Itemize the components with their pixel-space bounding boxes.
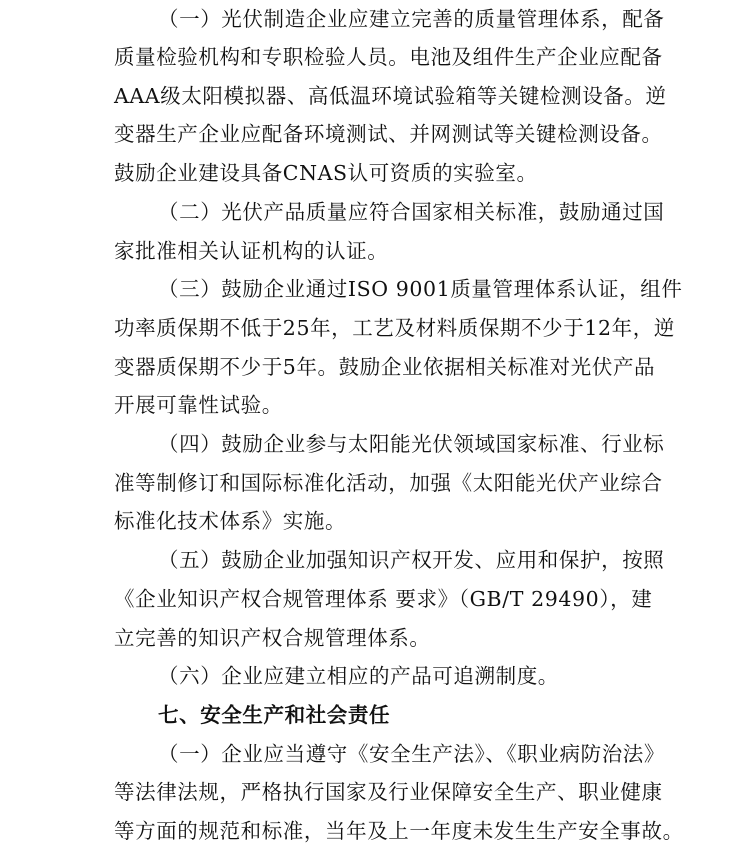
paragraph-safety-production-line: 等方面的规范和标准，当年及上一年度未发生生产安全事故。 — [114, 819, 684, 843]
paragraph-quality-system-line: 鼓励企业建设具备CNAS认可资质的实验室。 — [114, 161, 538, 185]
paragraph-iso-warranty-line: （三）鼓励企业通过ISO 9001质量管理体系认证，组件 — [158, 277, 683, 301]
paragraph-safety-production-line: （一）企业应当遵守《安全生产法》、《职业病防治法》 — [158, 742, 665, 766]
paragraph-product-standards-line: （二）光伏产品质量应符合国家相关标准，鼓励通过国 — [158, 200, 665, 224]
paragraph-standardization-line: 标准化技术体系》实施。 — [114, 509, 347, 533]
paragraph-traceability-line: （六）企业应建立相应的产品可追溯制度。 — [158, 664, 559, 688]
paragraph-iso-warranty-line: 功率质保期不低于25年，工艺及材料质保期不少于12年，逆 — [114, 316, 675, 340]
paragraph-quality-system-line: AAA级太阳模拟器、高低温环境试验箱等关键检测设备。逆 — [114, 84, 667, 108]
paragraph-iso-warranty-line: 变器质保期不少于5年。鼓励企业依据相关标准对光伏产品 — [114, 355, 656, 379]
paragraph-ip-management-line: 立完善的知识产权合规管理体系。 — [114, 626, 431, 650]
paragraph-standardization-line: （四）鼓励企业参与太阳能光伏领域国家标准、行业标 — [158, 432, 665, 456]
paragraph-product-standards-line: 家批准相关认证机构的认证。 — [114, 239, 389, 263]
section-heading: 七、安全生产和社会责任 — [158, 703, 391, 727]
paragraph-safety-production-line: 等法律法规，严格执行国家及行业保障安全生产、职业健康 — [114, 780, 663, 804]
paragraph-standardization-line: 准等制修订和国际标准化活动，加强《太阳能光伏产业综合 — [114, 471, 663, 495]
paragraph-iso-warranty-line: 开展可靠性试验。 — [114, 393, 283, 417]
paragraph-quality-system-line: （一）光伏制造企业应建立完善的质量管理体系，配备 — [158, 7, 665, 31]
paragraph-ip-management-line: （五）鼓励企业加强知识产权开发、应用和保护，按照 — [158, 548, 665, 572]
paragraph-ip-management-line: 《企业知识产权合规管理体系 要求》（GB/T 29490），建 — [114, 587, 653, 611]
paragraph-quality-system-line: 变器生产企业应配备环境测试、并网测试等关键检测设备。 — [114, 122, 663, 146]
paragraph-quality-system-line: 质量检验机构和专职检验人员。电池及组件生产企业应配备 — [114, 45, 663, 69]
